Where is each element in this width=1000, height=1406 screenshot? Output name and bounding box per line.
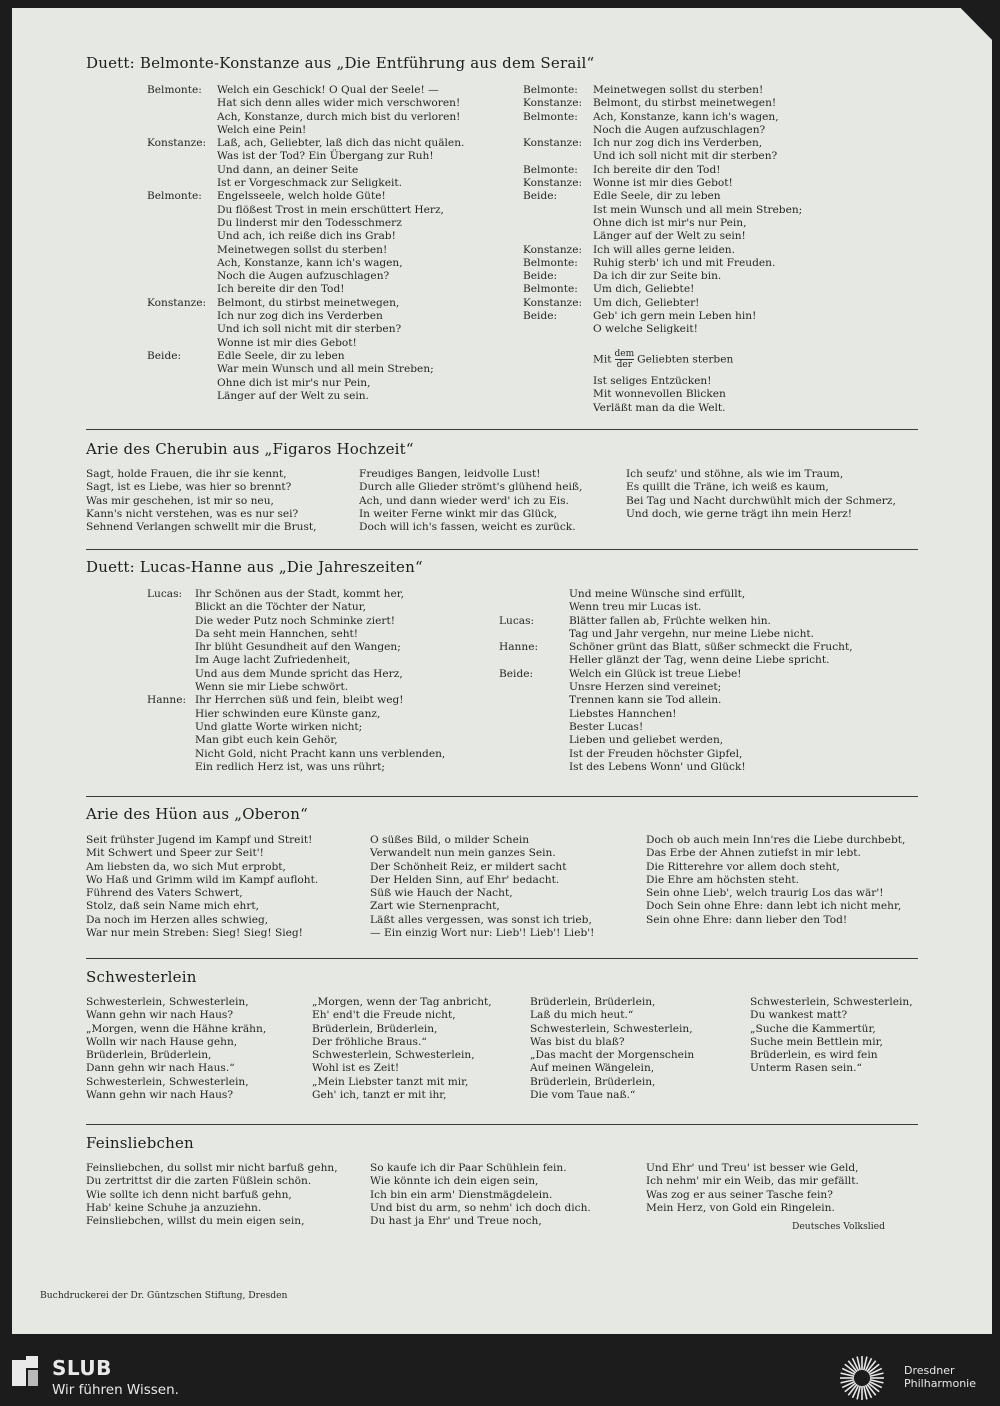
verse-line: Ich nehm' mir ein Weib, das mir gefällt. (646, 1175, 859, 1188)
verse-line: Du hast ja Ehr' und Treue noch, (370, 1215, 542, 1228)
section-title: Schwesterlein (86, 968, 197, 986)
section-title: Arie des Hüon aus „Oberon“ (86, 805, 308, 823)
verse-line: Hab' keine Schuhe ja anzuziehn. (86, 1201, 262, 1214)
dialog-line (147, 270, 464, 283)
verse-line: Schwesterlein, Schwesterlein, (750, 996, 913, 1008)
dialog-text: Meinetwegen sollst du sterben! (217, 243, 388, 256)
dialog-line (147, 390, 464, 403)
dialog-line (147, 297, 464, 310)
dialog-line (499, 615, 853, 628)
dialog-text: Ach, Konstanze, durch mich bist du verloren! (217, 110, 461, 123)
dialog-text: Liebstes Hannchen! (569, 707, 677, 720)
slub-name[interactable]: SLUB (52, 1356, 112, 1380)
verse-column (86, 468, 317, 534)
frac-line (593, 349, 733, 370)
speaker-label: Lucas: (499, 614, 535, 627)
dialog-text: Um dich, Geliebte! (593, 283, 695, 296)
divider (86, 429, 918, 430)
verse-line: „Suche die Kammertür, (750, 1022, 876, 1035)
dialog-line (147, 601, 445, 614)
speaker-label: Konstanze: (523, 296, 583, 309)
dialog-text: Lieben und geliebet werden, (569, 734, 724, 747)
verse-line: „Das macht der Morgenschein (530, 1049, 695, 1062)
verse-line: Schwesterlein, Schwesterlein, (530, 1022, 693, 1035)
dialog-line (147, 654, 445, 667)
dialog-line (523, 244, 802, 257)
dialog-text: Belmont, du stirbst meinetwegen, (217, 296, 400, 309)
dialog-line (523, 297, 802, 310)
verse-line: Es quillt die Träne, ich weiß es kaum, (626, 481, 829, 494)
dialog-text: Und ich soll nicht mit dir sterben? (217, 323, 402, 336)
speaker-label: Beide: (523, 270, 558, 283)
dialog-text: Noch die Augen aufzuschlagen? (593, 123, 766, 136)
dialog-text: Unsre Herzen sind vereinet; (569, 681, 722, 694)
section-title: Feinsliebchen (86, 1134, 194, 1152)
speaker-label: Konstanze: (147, 296, 207, 309)
verse-line: Doch Sein ohne Ehre: dann lebt ich nicht mehr, (646, 900, 902, 913)
verse-line: Was zog er aus seiner Tasche fein? (646, 1188, 833, 1201)
verse-column (359, 468, 582, 534)
speaker-label: Konstanze: (523, 97, 583, 110)
verse-line: Doch ob auch mein Inn'res die Liebe durchbebt, (646, 834, 906, 846)
dialog-line (147, 323, 464, 336)
verse-column (86, 996, 266, 1102)
verse-line: Wie sollte ich denn nicht barfuß gehn, (86, 1188, 292, 1201)
dialog-line (147, 734, 445, 747)
verse-line: Ich bin ein arm' Dienstmägdelein. (370, 1188, 553, 1201)
dialog-text: Ist er Vorgeschmack zur Seligkeit. (217, 177, 403, 190)
dialog-line (499, 654, 853, 667)
verse-line: Die Ritterehre vor allem doch steht, (646, 860, 840, 873)
dialog-line (499, 721, 853, 734)
dialog-text: Belmont, du stirbst meinetwegen! (593, 97, 777, 110)
dialog-line (523, 124, 802, 137)
verse-column (646, 834, 905, 927)
dialog-line (147, 97, 464, 110)
frac-top: dem (614, 349, 635, 359)
dialog-text: Ich nur zog dich ins Verderben (217, 310, 383, 323)
verse-line: „Morgen, wenn die Hähne krähn, (86, 1022, 267, 1035)
dialog-text: Tag und Jahr vergehn, nur meine Liebe nicht. (569, 627, 815, 640)
verse-line: Schwesterlein, Schwesterlein, (312, 1049, 475, 1062)
verse-line: Kann's nicht verstehen, was es nur sei? (86, 507, 299, 520)
speaker-label: Hanne: (499, 641, 539, 654)
dialog-line (147, 244, 464, 257)
speaker-label: Konstanze: (523, 137, 583, 150)
dialog-line (147, 283, 464, 296)
duet-left-column (147, 588, 445, 774)
dialog-line (147, 111, 464, 124)
speaker-label: Belmonte: (147, 84, 202, 96)
verse-line: Am liebsten da, wo sich Mut erprobt, (86, 860, 286, 873)
verse-line: — Ein einzig Wort nur: Lieb'! Lieb'! Lieb'! (370, 927, 595, 940)
verse-line: Dann gehn wir nach Haus.“ (86, 1062, 235, 1075)
dialog-line (147, 628, 445, 641)
speaker-label: Konstanze: (523, 177, 583, 190)
verse-line: Wann gehn wir nach Haus? (86, 1009, 234, 1022)
verse-column (530, 996, 694, 1102)
speaker-label: Belmonte: (523, 110, 578, 123)
section-title: Duett: Lucas-Hanne aus „Die Jahreszeiten“ (86, 558, 423, 576)
verse-line: Ach, und dann wieder werd' ich zu Eis. (359, 494, 569, 507)
verse-line: Und doch, wie gerne trägt ihn mein Herz! (626, 507, 852, 520)
verse-line: Sehnend Verlangen schwellt mir die Brust, (86, 521, 317, 534)
dialog-line (523, 111, 802, 124)
duet-right-column (499, 588, 853, 774)
speaker-label: Hanne: (147, 694, 187, 707)
dialog-line (499, 748, 853, 761)
dialog-line (499, 708, 853, 721)
verse-line: Schwesterlein, Schwesterlein, (86, 996, 249, 1008)
dialog-line (147, 588, 445, 601)
dialog-line (499, 588, 853, 601)
dialog-text: Da ich dir zur Seite bin. (593, 270, 722, 283)
dialog-text: Meinetwegen sollst du sterben! (593, 84, 764, 96)
speaker-label: Lucas: (147, 588, 183, 600)
verse-column (312, 996, 492, 1102)
dialog-text: Engelsseele, welch holde Güte! (217, 190, 386, 203)
dialog-line (147, 363, 464, 376)
speaker-label: Belmonte: (147, 190, 202, 203)
dialog-line (147, 641, 445, 654)
dialog-line (147, 668, 445, 681)
dialog-line (523, 177, 802, 190)
dialog-line (523, 323, 802, 336)
dialog-text: Ihr blüht Gesundheit auf den Wangen; (195, 641, 401, 654)
dialog-line (147, 748, 445, 761)
dialog-line (523, 257, 802, 270)
speaker-label: Beide: (523, 310, 558, 323)
speaker-label: Beide: (499, 667, 534, 680)
verse-line: Ist seliges Entzücken! (593, 375, 712, 387)
verse-line: Da noch im Herzen alles schwieg, (86, 913, 269, 926)
dialog-line (523, 217, 802, 230)
dialog-text: Welch eine Pein! (217, 123, 307, 136)
dialog-text: Edle Seele, dir zu leben (217, 349, 345, 362)
verse-line: Wann gehn wir nach Haus? (86, 1089, 234, 1102)
verse-line: Zart wie Sternenpracht, (370, 900, 500, 913)
dialog-text: Ihr Herrchen süß und fein, bleibt weg! (195, 694, 404, 707)
verse-line: Läßt alles vergessen, was sonst ich trieb, (370, 913, 592, 926)
verse-line: Laß du mich heut.“ (530, 1009, 634, 1022)
speaker-label: Belmonte: (523, 84, 578, 96)
verse-line: Eh' end't die Freude nicht, (312, 1009, 456, 1022)
verse-line: Freudiges Bangen, leidvolle Lust! (359, 468, 541, 480)
speaker-label: Konstanze: (147, 137, 207, 150)
dialog-text: Ist der Freuden höchster Gipfel, (569, 747, 743, 760)
dialog-line (499, 668, 853, 681)
dialog-text: Noch die Augen aufzuschlagen? (217, 270, 390, 283)
frac-rest: Geliebten sterben (637, 353, 734, 366)
dialog-line (147, 350, 464, 363)
verse-line: Führend des Vaters Schwert, (86, 887, 243, 900)
dialog-text: Und dann, an deiner Seite (217, 163, 359, 176)
dialog-line (523, 97, 802, 110)
verse-column (86, 1162, 338, 1228)
verse-line: Doch will ich's fassen, weicht es zurück. (359, 521, 576, 534)
verse-line: Brüderlein, es wird fein (750, 1049, 878, 1062)
verse-line: Sagt, holde Frauen, die ihr sie kennt, (86, 468, 287, 480)
dialog-line (523, 270, 802, 283)
dialog-text: Welch ein Glück ist treue Liebe! (569, 667, 742, 680)
dialog-text: Ist des Lebens Wonn' und Glück! (569, 760, 746, 773)
dialog-line (499, 601, 853, 614)
dialog-text: Hat sich denn alles wider mich verschworen! (217, 97, 461, 110)
verse-line: Wolln wir nach Hause gehn, (86, 1035, 238, 1048)
verse-line: Was bist du blaß? (530, 1035, 625, 1048)
verse-line: Seit frühster Jugend im Kampf und Streit! (86, 834, 313, 846)
dialog-text: Wenn treu mir Lucas ist. (569, 601, 702, 614)
dialog-line (523, 310, 802, 323)
dialog-line (147, 204, 464, 217)
dialog-line (147, 615, 445, 628)
verse-column (370, 1162, 591, 1228)
dialog-text: Ach, Konstanze, kann ich's wagen, (217, 256, 403, 269)
dialog-text: Ein redlich Herz ist, was uns rührt; (195, 760, 385, 773)
dialog-line (523, 137, 802, 150)
dialog-text: Hier schwinden eure Künste ganz, (195, 707, 381, 720)
verse-line: Feinsliebchen, du sollst mir nicht barfuß gehn, (86, 1162, 338, 1174)
verse-line: Suche mein Bettlein mir, (750, 1035, 883, 1048)
dialog-line (523, 190, 802, 203)
verse-column (626, 468, 896, 521)
dialog-text: Und ach, ich reiße dich ins Grab! (217, 230, 396, 243)
dialog-line (499, 694, 853, 707)
duet-left-column (147, 84, 464, 403)
verse-line: Verwandelt nun mein ganzes Sein. (370, 847, 556, 860)
verse-line: Der Schönheit Reiz, er mildert sacht (370, 860, 567, 873)
duet-right-column (523, 84, 802, 337)
speaker-label: Belmonte: (523, 163, 578, 176)
verse-line: Mein Herz, von Gold ein Ringelein. (646, 1201, 835, 1214)
dialog-text: Ohne dich ist mir's nur Pein, (593, 216, 747, 229)
dialog-text: Und ich soll nicht mit dir sterben? (593, 150, 778, 163)
dialog-text: War mein Wunsch und all mein Streben; (217, 363, 434, 376)
dialog-text: Ich bereite dir den Tod! (217, 283, 345, 296)
dialog-line (499, 734, 853, 747)
dialog-text: Länger auf der Welt zu sein! (593, 230, 746, 243)
philharmonie-logo-icon (838, 1354, 886, 1402)
dialog-line (147, 137, 464, 150)
dialog-text: Und meine Wünsche sind erfüllt, (569, 588, 746, 600)
verse-line: Der fröhliche Braus.“ (312, 1035, 427, 1048)
dialog-line (147, 177, 464, 190)
slub-tagline: Wir führen Wissen. (52, 1382, 179, 1398)
verse-line: Brüderlein, Brüderlein, (86, 1049, 212, 1062)
dialog-text: Wonne ist mir dies Gebot! (593, 177, 733, 190)
verse-line: Sagt, ist es Liebe, was hier so brennt? (86, 481, 292, 494)
dialog-text: Schöner grünt das Blatt, süßer schmeckt die Frucht, (569, 641, 853, 654)
song-credit: Deutsches Volkslied (792, 1221, 885, 1232)
section-title: Duett: Belmonte-Konstanze aus „Die Entführung aus dem Serail“ (86, 54, 595, 72)
dialog-text: Blickt an die Töchter der Natur, (195, 601, 367, 614)
dialog-text: Ich nur zog dich ins Verderben, (593, 137, 763, 150)
dialog-line (499, 641, 853, 654)
partner-line2: Philharmonie (904, 1377, 976, 1390)
verse-line: Durch alle Glieder strömt's glühend heiß, (359, 481, 583, 494)
dialog-text: Ruhig sterb' ich und mit Freuden. (593, 256, 776, 269)
verse-line: Die Ehre am höchsten steht. (646, 873, 800, 886)
dialog-text: Ich bereite dir den Tod! (593, 163, 721, 176)
partner-name[interactable] (904, 1364, 976, 1390)
verse-line: Brüderlein, Brüderlein, (312, 1022, 438, 1035)
dialog-line (523, 204, 802, 217)
dialog-text: Heller glänzt der Tag, wenn deine Liebe spricht. (569, 654, 830, 667)
dialog-line (523, 84, 802, 97)
divider (86, 549, 918, 550)
verse-line: In weiter Ferne winkt mir das Glück, (359, 507, 558, 520)
verse-line: So kaufe ich dir Paar Schühlein fein. (370, 1162, 567, 1174)
dialog-line (523, 150, 802, 163)
verse-line: Wo Haß und Grimm wild im Kampf aufloht. (86, 873, 319, 886)
verse-line: Schwesterlein, Schwesterlein, (86, 1075, 249, 1088)
dialog-text: Länger auf der Welt zu sein. (217, 389, 369, 402)
dialog-text: O welche Seligkeit! (593, 323, 698, 336)
dialog-line (147, 150, 464, 163)
verse-line: Geh' ich, tanzt er mit ihr, (312, 1089, 447, 1102)
verse-line: Mit wonnevollen Blicken (593, 388, 726, 401)
dialog-line (147, 681, 445, 694)
verse-line: Feinsliebchen, willst du mein eigen sein, (86, 1215, 305, 1228)
dialog-text: Du flößest Trost in mein erschüttert Herz, (217, 203, 444, 216)
verse-line: Sein ohne Ehre: dann lieber den Tod! (646, 913, 848, 926)
dialog-line (147, 377, 464, 390)
speaker-label: Beide: (147, 349, 182, 362)
dialog-text: Ich will alles gerne leiden. (593, 243, 735, 256)
verse-line: Und Ehr' und Treu' ist besser wie Geld, (646, 1162, 859, 1174)
dialog-text: Edle Seele, dir zu leben (593, 190, 721, 203)
dialog-line (147, 190, 464, 203)
verse-column (750, 996, 913, 1076)
dialog-line (147, 721, 445, 734)
speaker-label: Belmonte: (523, 283, 578, 296)
dialog-text: Geb' ich gern mein Leben hin! (593, 310, 757, 323)
partner-line1: Dresdner (904, 1364, 955, 1377)
verse-line: Was mir geschehen, ist mir so neu, (86, 494, 274, 507)
duet-tail (593, 375, 726, 415)
dialog-line (147, 164, 464, 177)
dialog-text: Blätter fallen ab, Früchte welken hin. (569, 614, 771, 627)
dialog-text: Laß, ach, Geliebter, laß dich das nicht quälen. (217, 137, 465, 150)
verse-line: Verläßt man da die Welt. (593, 401, 726, 414)
dialog-line (147, 84, 464, 97)
dialog-text: Da seht mein Hannchen, seht! (195, 627, 359, 640)
verse-line: Brüderlein, Brüderlein, (530, 996, 656, 1008)
printer-imprint: Buchdruckerei der Dr. Güntzschen Stiftung, Dresden (40, 1290, 288, 1301)
dialog-text: Ohne dich ist mir's nur Pein, (217, 376, 371, 389)
speaker-label: Belmonte: (523, 256, 578, 269)
divider (86, 1124, 918, 1125)
dialog-text: Nicht Gold, nicht Pracht kann uns verblenden, (195, 747, 446, 760)
slub-logo-icon (12, 1356, 38, 1386)
dialog-text: Wonne ist mir dies Gebot! (217, 336, 357, 349)
verse-line: Mit Schwert und Speer zur Seit'! (86, 847, 264, 860)
verse-line: Du wankest matt? (750, 1009, 848, 1022)
verse-column (646, 1162, 859, 1215)
dialog-line (147, 257, 464, 270)
dialog-line (523, 283, 802, 296)
verse-line: „Morgen, wenn der Tag anbricht, (312, 996, 492, 1008)
dialog-line (499, 628, 853, 641)
verse-column (370, 834, 594, 940)
speaker-label: Beide: (523, 190, 558, 203)
speaker-label: Konstanze: (523, 243, 583, 256)
dialog-text: Und aus dem Munde spricht das Herz, (195, 667, 403, 680)
verse-line: Die vom Taue naß.“ (530, 1089, 636, 1102)
verse-line: Der Helden Sinn, auf Ehr' bedacht. (370, 873, 560, 886)
dialog-line (147, 694, 445, 707)
verse-line: Brüderlein, Brüderlein, (530, 1075, 656, 1088)
dialog-text: Im Auge lacht Zufriedenheit, (195, 654, 351, 667)
verse-line: Auf meinen Wängelein, (530, 1062, 655, 1075)
frac (615, 349, 635, 370)
verse-line: Unterm Rasen sein.“ (750, 1062, 862, 1075)
dialog-text: Welch ein Geschick! O Qual der Seele! — (217, 84, 439, 96)
dialog-text: Man gibt euch kein Gehör, (195, 734, 338, 747)
verse-line: Wie könnte ich dein eigen sein, (370, 1175, 539, 1188)
dialog-text: Die weder Putz noch Schminke ziert! (195, 614, 395, 627)
verse-line: Du zertrittst dir die zarten Füßlein schön. (86, 1175, 312, 1188)
dialog-text: Ist mein Wunsch und all mein Streben; (593, 203, 803, 216)
dialog-line (499, 761, 853, 774)
divider (86, 958, 918, 959)
dialog-text: Und glatte Worte wirken nicht; (195, 720, 363, 733)
verse-line: War nur mein Streben: Sieg! Sieg! Sieg! (86, 927, 303, 940)
dialog-line (147, 761, 445, 774)
dialog-line (147, 337, 464, 350)
verse-line: Und bist du arm, so nehm' ich doch dich. (370, 1201, 591, 1214)
dialog-line (523, 230, 802, 243)
dialog-text: Wenn sie mir Liebe schwört. (195, 681, 349, 694)
dialog-text: Bester Lucas! (569, 720, 644, 733)
dialog-line (499, 681, 853, 694)
verse-line: Das Erbe der Ahnen zutiefst in mir lebt. (646, 847, 861, 860)
dialog-text: Du linderst mir den Todesschmerz (217, 216, 402, 229)
dialog-text: Was ist der Tod? Ein Übergang zur Ruh! (217, 150, 434, 163)
dialog-line (147, 708, 445, 721)
dialog-text: Ihr Schönen aus der Stadt, kommt her, (195, 588, 405, 600)
dialog-line (147, 230, 464, 243)
dialog-text: Trennen kann sie Tod allein. (569, 694, 722, 707)
verse-line: Stolz, daß sein Name mich ehrt, (86, 900, 260, 913)
verse-line: Sein ohne Lieb', welch traurig Los das wär'! (646, 887, 884, 900)
verse-line: „Mein Liebster tanzt mit mir, (312, 1075, 469, 1088)
dialog-text: Um dich, Geliebter! (593, 296, 700, 309)
frac-mit: Mit (593, 353, 612, 366)
dialog-line (147, 310, 464, 323)
verse-line: Süß wie Hauch der Nacht, (370, 887, 513, 900)
dialog-text: Ach, Konstanze, kann ich's wagen, (593, 110, 779, 123)
verse-column (86, 834, 318, 940)
verse-line: O süßes Bild, o milder Schein (370, 834, 530, 846)
dialog-line (523, 164, 802, 177)
verse-line: Ich seufz' und stöhne, als wie im Traum, (626, 468, 844, 480)
dialog-line (147, 124, 464, 137)
section-title: Arie des Cherubin aus „Figaros Hochzeit“ (86, 440, 414, 458)
divider (86, 796, 918, 797)
dialog-line (147, 217, 464, 230)
verse-line: Wohl ist es Zeit! (312, 1062, 400, 1075)
frac-bottom: der (616, 360, 632, 370)
verse-line: Bei Tag und Nacht durchwühlt mich der Schmerz, (626, 494, 896, 507)
